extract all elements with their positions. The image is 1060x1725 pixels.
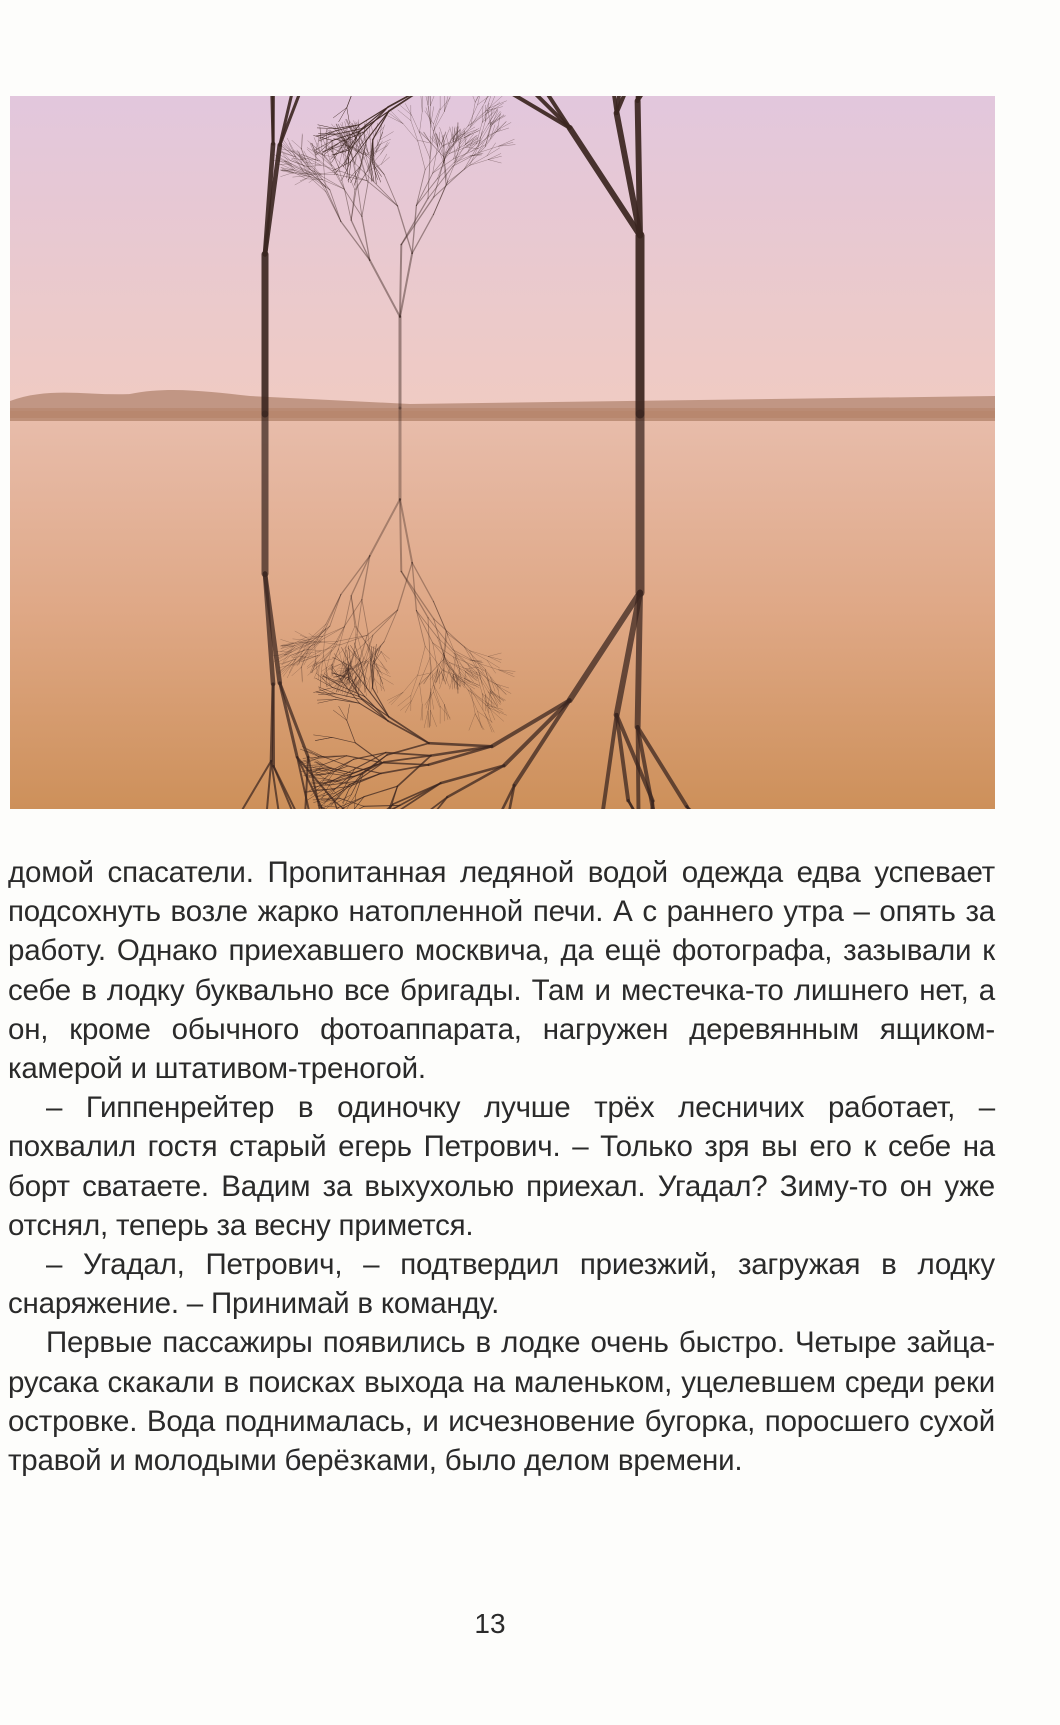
body-text xyxy=(8,853,995,1480)
page-number: 13 xyxy=(474,1608,506,1639)
paragraph: – Угадал, Петрович, – подтвердил приезжий, загружая в лодку снаряжение. – Принимай в команду. xyxy=(8,1248,995,1321)
paragraph: Первые пассажиры появились в лодке очень быстро. Четыре зайца-русака скакали в поисках выхода на маленьком, уцелевшем среди реки островке. Вода поднималась, и исчезновение бугорка, поросшего сухой травой и молодыми берёзками, было делом времени. xyxy=(8,1326,995,1478)
paragraph: – Гиппенрейтер в одиночку лучше трёх лесничих работает, – похвалил гостя старый егерь Петрович. – Только зря вы его к себе на борт сватаете. Вадим за выхухолью приехал. Угадал? Зиму-то он уже отснял, теперь за весну примется. xyxy=(8,1091,995,1242)
flooded-trees-photo xyxy=(10,96,995,809)
paragraph: домой спасатели. Пропитанная ледяной водой одежда едва успевает подсохнуть возле жарко натопленной печи. А с раннего утра – опять за работу. Однако приехавшего москвича, да ещё фотографа, зазывали к себе в лодку буквально все бригады. Там и местечка-то лишнего нет, а он, кроме обычного фотоаппарата, нагружен деревянным ящиком-камерой и штативом-треногой. xyxy=(8,856,995,1086)
